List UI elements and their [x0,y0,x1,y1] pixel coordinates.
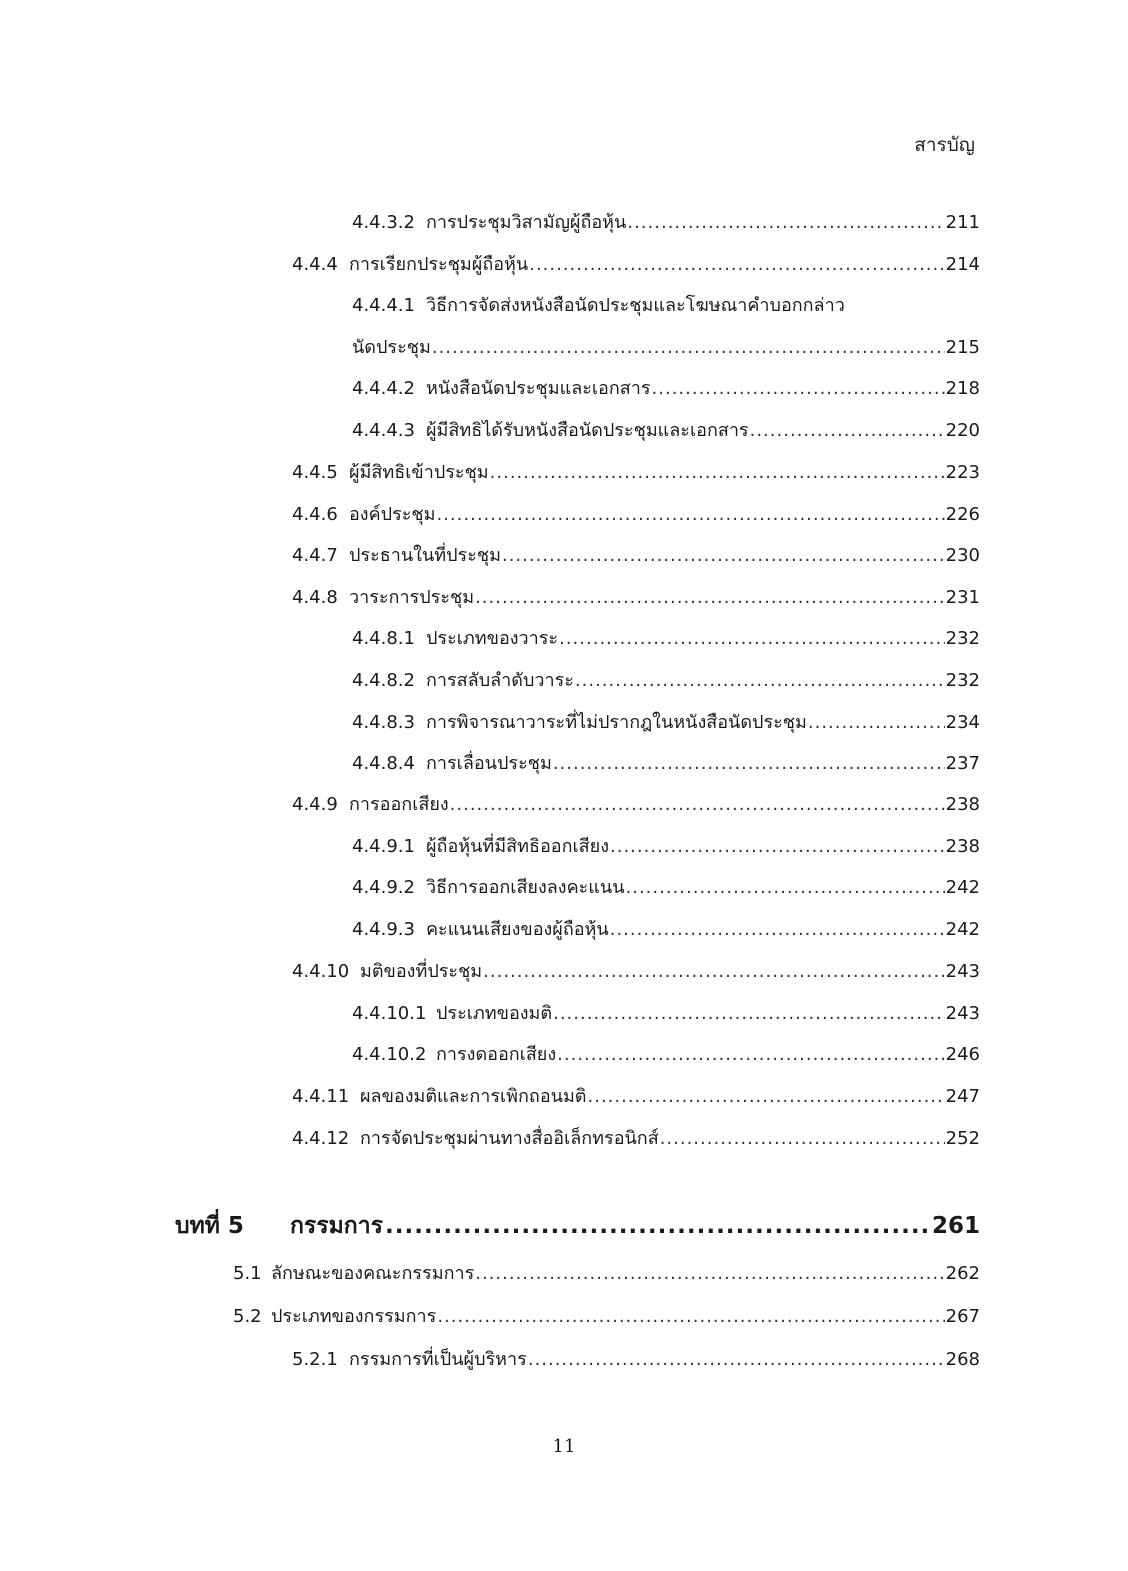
toc-entry-number: 4.4.8.4 [352,753,415,774]
toc-entry[interactable] [352,624,980,654]
page-number: 11 [552,1436,576,1457]
toc-entry[interactable] [292,458,980,488]
toc-entry-title: ผลของมติและการเพิกถอนมติ [360,1086,587,1107]
toc-entry[interactable] [352,666,980,696]
toc-dot-leader [626,873,945,903]
chapter-label: บทที่ 5 [175,1213,244,1239]
toc-entry[interactable] [352,291,980,321]
toc-entry-title: วาระการประชุม [349,587,475,608]
toc-dot-leader [627,208,944,238]
toc-entry[interactable] [292,500,980,530]
toc-entry-title: ประเภทของวาระ [426,628,559,649]
toc-entry-page: 215 [945,337,980,358]
toc-entry-page: 268 [945,1349,980,1370]
toc-entry-page: 232 [945,670,980,691]
toc-entry-title: วิธีการออกเสียงลงคะแนน [426,877,625,898]
toc-entry-number: 4.4.3.2 [352,212,415,233]
toc-entry-page: 267 [945,1306,980,1327]
toc-dot-leader [436,500,944,530]
toc-entry-title: ผู้มีสิทธิเข้าประชุม [349,462,489,483]
toc-entry-number: 4.4.5 [292,462,338,483]
toc-dot-leader [610,915,945,945]
toc-entry-number: 4.4.8.2 [352,670,415,691]
toc-entry-page: 218 [945,378,980,399]
toc-dot-leader [528,1345,945,1375]
toc-entry-title: วิธีการจัดส่งหนังสือนัดประชุมและโฆษณาคำบอกกล่าว [426,295,845,316]
toc-entry-number: 4.4.10.1 [352,1003,427,1024]
toc-entry[interactable] [352,208,980,238]
toc-entry-page: 214 [945,254,980,275]
toc-entry-page: 242 [945,877,980,898]
toc-entry-page: 242 [945,919,980,940]
toc-entry-number: 4.4.12 [292,1128,350,1149]
toc-entry-title: มติของที่ประชุม [360,961,483,982]
toc-entry-number: 4.4.4 [292,254,338,275]
toc-dot-leader [490,458,945,488]
toc-entry-title: ประเภทของมติ [436,1003,553,1024]
toc-entry-title: นัดประชุม [352,337,431,358]
toc-dot-leader [575,666,945,696]
toc-entry[interactable] [292,1082,980,1112]
toc-dot-leader [660,1124,945,1154]
toc-entry-page: 262 [945,1263,980,1284]
toc-entry-title: การเลื่อนประชุม [426,753,552,774]
toc-entry[interactable] [352,749,980,779]
toc-entry-number: 4.4.9.1 [352,836,415,857]
toc-entry-page: 231 [945,587,980,608]
toc-entry[interactable] [352,416,980,446]
toc-entry-number: 4.4.10 [292,961,350,982]
toc-entry-number: 5.2.1 [292,1349,338,1370]
toc-dot-leader [437,1302,944,1332]
toc-entry-title: กรรมการที่เป็นผู้บริหาร [349,1349,527,1370]
toc-entry[interactable] [352,873,980,903]
toc-dot-leader [483,957,944,987]
toc-entry-number: 4.4.8.3 [352,712,415,733]
toc-entry[interactable] [292,250,980,280]
toc-entry-title: ประธานในที่ประชุม [349,545,501,566]
toc-entry-title: การจัดประชุมผ่านทางสื่ออิเล็กทรอนิกส์ [360,1128,659,1149]
toc-entry-page: 226 [945,504,980,525]
toc-entry[interactable] [292,790,980,820]
toc-entry-title: การเรียกประชุมผู้ถือหุ้น [349,254,529,275]
toc-dot-leader [808,708,945,738]
toc-dot-leader [502,541,945,571]
toc-entry-title: การออกเสียง [349,794,449,815]
toc-entry-title: ลักษณะของคณะกรรมการ [271,1263,475,1284]
toc-entry-number: 4.4.10.2 [352,1044,427,1065]
toc-entry-page: 247 [945,1086,980,1107]
toc-dot-leader [557,1040,944,1070]
toc-entry-number: 4.4.7 [292,545,338,566]
toc-entry-number: 5.2 [233,1306,262,1327]
toc-entry[interactable] [352,374,980,404]
toc-entry-number: 4.4.4.2 [352,378,415,399]
toc-entry-number: 4.4.9.2 [352,877,415,898]
toc-entry[interactable] [352,708,980,738]
toc-entry-number: 4.4.4.1 [352,295,415,316]
toc-dot-leader [432,333,945,363]
toc-dot-leader [475,1259,944,1289]
toc-entry-page: 252 [945,1128,980,1149]
toc-entry-title: คะแนนเสียงของผู้ถือหุ้น [426,919,609,940]
toc-entry-number: 4.4.6 [292,504,338,525]
toc-entry-title: ผู้ถือหุ้นที่มีสิทธิออกเสียง [426,836,609,857]
toc-dot-leader [652,374,945,404]
toc-entry-page: 238 [945,794,980,815]
toc-dot-leader [553,749,945,779]
chapter-title: กรรมการ [290,1213,383,1239]
toc-entry-number: 4.4.8.1 [352,628,415,649]
chapter-heading[interactable] [175,1208,980,1244]
toc-entry[interactable] [352,1040,980,1070]
toc-entry-number: 4.4.9.3 [352,919,415,940]
toc-entry-title: การสลับลำดับวาระ [426,670,574,691]
toc-entry[interactable] [233,1302,980,1332]
toc-entry-page: 243 [945,1003,980,1024]
toc-dot-leader [559,624,945,654]
toc-entry-continuation[interactable] [352,333,980,363]
toc-dot-leader [475,583,945,613]
toc-dot-leader [750,416,945,446]
page-header-title: สารบัญ [914,134,975,156]
toc-dot-leader [588,1082,945,1112]
toc-entry[interactable] [292,957,980,987]
toc-entry-page: 211 [945,212,980,233]
toc-entry[interactable] [292,1124,980,1154]
toc-entry-page: 237 [945,753,980,774]
toc-entry-page: 230 [945,545,980,566]
toc-dot-leader [450,790,945,820]
toc-entry-title: หนังสือนัดประชุมและเอกสาร [426,378,651,399]
toc-dot-leader [385,1208,930,1244]
toc-entry[interactable] [292,541,980,571]
toc-entry-title: ผู้มีสิทธิได้รับหนังสือนัดประชุมและเอกสาร [426,420,749,441]
toc-entry-title: การประชุมวิสามัญผู้ถือหุ้น [426,212,627,233]
toc-dot-leader [610,832,945,862]
toc-entry-page: 234 [945,712,980,733]
toc-dot-leader [529,250,944,280]
toc-dot-leader [553,999,945,1029]
toc-entry[interactable] [233,1259,980,1289]
toc-entry-title: องค์ประชุม [349,504,436,525]
toc-entry[interactable] [292,583,980,613]
toc-entry-title: การพิจารณาวาระที่ไม่ปรากฎในหนังสือนัดประชุม [426,712,807,733]
toc-entry[interactable] [352,915,980,945]
toc-entry-page: 243 [945,961,980,982]
toc-entry-page: 220 [945,420,980,441]
toc-entry-title: การงดออกเสียง [436,1044,557,1065]
toc-entry[interactable] [292,1345,980,1375]
toc-entry-number: 4.4.9 [292,794,338,815]
toc-entry-page: 238 [945,836,980,857]
toc-entry[interactable] [352,832,980,862]
chapter-page: 261 [931,1213,980,1239]
toc-entry-number: 5.1 [233,1263,262,1284]
toc-entry-number: 4.4.8 [292,587,338,608]
toc-entry[interactable] [352,999,980,1029]
toc-entry-page: 232 [945,628,980,649]
toc-entry-page: 223 [945,462,980,483]
toc-entry-number: 4.4.4.3 [352,420,415,441]
toc-entry-page: 246 [945,1044,980,1065]
toc-entry-title: ประเภทของกรรมการ [271,1306,437,1327]
toc-entry-number: 4.4.11 [292,1086,350,1107]
